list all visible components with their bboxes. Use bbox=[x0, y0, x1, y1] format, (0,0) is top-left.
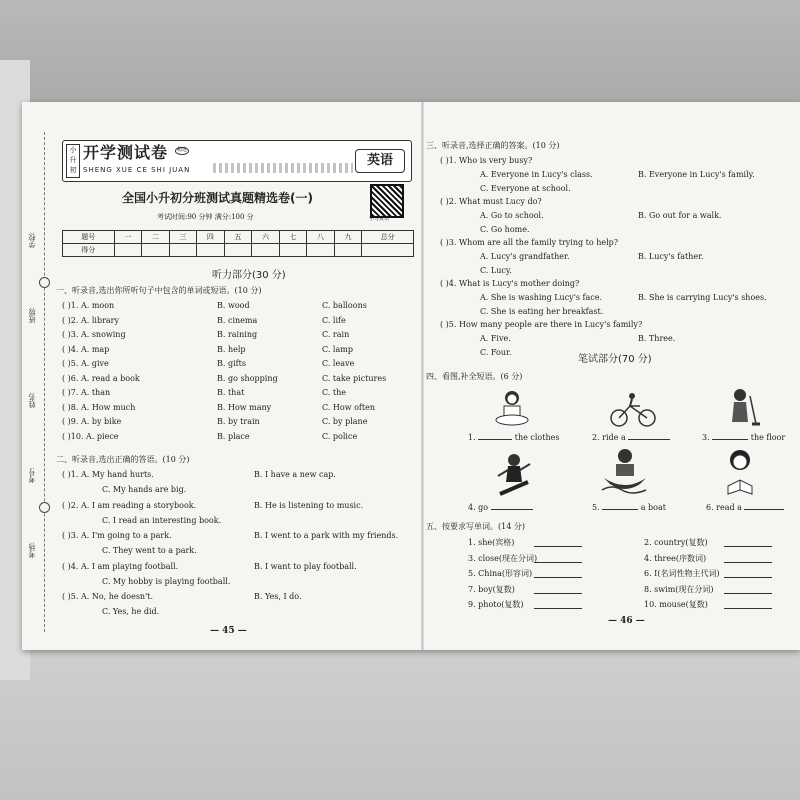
part1-option-c[interactable]: C. How often bbox=[322, 402, 375, 412]
part1-option-a[interactable]: ( )7. A. than bbox=[62, 388, 111, 397]
score-blank[interactable] bbox=[197, 244, 225, 257]
part5-instruction: 五、按要求写单词。(14 分) bbox=[426, 522, 525, 531]
part3-option-a[interactable]: A. Five. bbox=[480, 334, 511, 343]
word-task: 1. she(宾格) bbox=[468, 538, 515, 547]
part2-option-a[interactable]: ( )4. A. I am playing football. bbox=[62, 561, 179, 571]
part1-option-b[interactable]: B. place bbox=[217, 431, 250, 441]
part1-option-b[interactable]: B. that bbox=[217, 388, 245, 397]
part1-option-a[interactable]: ( )10. A. piece bbox=[62, 431, 119, 441]
banner-decoration bbox=[213, 163, 353, 173]
word-task: 2. country(复数) bbox=[644, 538, 708, 547]
score-cell: 题号 bbox=[63, 231, 115, 244]
part4-instruction: 四、看图,补全短语。(6 分) bbox=[426, 372, 523, 381]
page-number-right: — 46 — bbox=[608, 616, 645, 626]
part2-option-c[interactable]: C. They went to a park. bbox=[102, 546, 197, 555]
binding-hole bbox=[39, 502, 50, 513]
part1-option-a[interactable]: ( )5. A. give bbox=[62, 359, 109, 368]
picture-item-3: 3. the floor bbox=[702, 433, 786, 442]
part1-option-c[interactable]: C. rain bbox=[322, 330, 350, 339]
score-cell: 七 bbox=[279, 231, 307, 244]
girl-reading-book-picture bbox=[720, 448, 760, 496]
part2-option-c[interactable]: C. Yes, he did. bbox=[102, 607, 160, 616]
word-task: 5. China(形容词) bbox=[468, 569, 533, 578]
part1-option-a[interactable]: ( )2. A. library bbox=[62, 315, 119, 325]
score-blank[interactable] bbox=[142, 244, 170, 257]
binding-label-class: 班级: bbox=[28, 307, 36, 324]
part3-option-c[interactable]: C. Go home. bbox=[480, 225, 530, 234]
score-blank[interactable] bbox=[279, 244, 307, 257]
part1-option-b[interactable]: B. gifts bbox=[217, 359, 246, 368]
part2-option-a[interactable]: ( )5. A. No, he doesn't. bbox=[62, 592, 154, 601]
score-blank[interactable] bbox=[307, 244, 335, 257]
qr-code-icon bbox=[370, 184, 404, 218]
answer-blank[interactable] bbox=[478, 439, 512, 440]
binding-label-exam-room: 考场: bbox=[28, 542, 36, 559]
part2-option-a[interactable]: ( )1. A. My hand hurts. bbox=[62, 470, 154, 479]
part1-option-a[interactable]: ( )8. A. How much bbox=[62, 402, 136, 412]
answer-blank[interactable] bbox=[534, 562, 582, 563]
answer-blank[interactable] bbox=[724, 593, 772, 594]
part2-option-a[interactable]: ( )2. A. I am reading a storybook. bbox=[62, 500, 197, 510]
series-banner bbox=[62, 140, 412, 182]
score-table-header-row bbox=[63, 231, 414, 244]
boy-rowing-boat-picture bbox=[600, 448, 650, 496]
page-number-left: — 45 — bbox=[210, 626, 247, 636]
score-cell: 九 bbox=[334, 231, 362, 244]
exam-meta: 考试时间:90 分钟 满分:100 分 bbox=[157, 213, 254, 221]
score-cell: 八 bbox=[307, 231, 335, 244]
part3-question: ( )5. How many people are there in Lucy's family? bbox=[440, 320, 643, 329]
part1-option-c[interactable]: C. take pictures bbox=[322, 373, 387, 383]
binding-line bbox=[44, 132, 45, 632]
part3-option-a[interactable]: A. Everyone in Lucy's class. bbox=[480, 170, 593, 179]
part1-option-a[interactable]: ( )4. A. map bbox=[62, 344, 110, 354]
score-blank[interactable] bbox=[224, 244, 252, 257]
part3-option-b[interactable]: B. Three. bbox=[638, 334, 676, 343]
score-cell: 一 bbox=[114, 231, 142, 244]
part1-option-a[interactable]: ( )3. A. snowing bbox=[62, 330, 126, 339]
bicycle-picture bbox=[610, 392, 656, 428]
word-task: 7. boy(复数) bbox=[468, 584, 515, 594]
binding-label-school: 学校: bbox=[28, 232, 36, 249]
score-blank[interactable] bbox=[362, 244, 414, 257]
picture-item-5: 5. a boat bbox=[592, 503, 666, 512]
part3-option-b[interactable]: B. She is carrying Lucy's shoes. bbox=[638, 293, 767, 302]
background-table bbox=[0, 640, 800, 800]
girl-washing-clothes-picture bbox=[492, 388, 532, 428]
part1-option-c[interactable]: C. balloons bbox=[322, 301, 367, 310]
part2-option-b[interactable]: B. Yes, I do. bbox=[254, 592, 302, 601]
score-cell: 总分 bbox=[362, 231, 414, 244]
subject-label: 英语 bbox=[355, 149, 405, 173]
binding-label-name: 姓名: bbox=[28, 392, 36, 409]
picture-item-4: 4. go bbox=[468, 503, 533, 512]
part1-option-b[interactable]: B. by train bbox=[217, 417, 260, 426]
score-row-label: 得分 bbox=[63, 244, 115, 257]
exam-title: 全国小升初分班测试真题精选卷(一) bbox=[122, 191, 313, 205]
score-cell: 五 bbox=[224, 231, 252, 244]
part1-instruction: 一、听录音,选出你所听句子中包含的单词或短语。(10 分) bbox=[56, 286, 262, 295]
part1-option-c[interactable]: C. lamp bbox=[322, 344, 353, 354]
part3-option-b[interactable]: B. Lucy's father. bbox=[638, 252, 704, 261]
part3-option-b[interactable]: B. Everyone in Lucy's family. bbox=[638, 170, 755, 179]
picture-item-6: 6. read a bbox=[706, 503, 784, 512]
part3-question: ( )3. Whom are all the family trying to help? bbox=[440, 238, 619, 247]
part3-option-a[interactable]: A. Go to school. bbox=[480, 211, 544, 220]
part3-option-c[interactable]: C. Lucy. bbox=[480, 266, 512, 275]
part1-option-a[interactable]: ( )9. A. by bike bbox=[62, 417, 122, 426]
part3-question: ( )1. Who is very busy? bbox=[440, 156, 533, 165]
part3-option-c[interactable]: C. Everyone at school. bbox=[480, 184, 571, 193]
answer-blank[interactable] bbox=[712, 439, 748, 440]
answer-blank[interactable] bbox=[534, 608, 582, 609]
part2-option-c[interactable]: C. I read an interesting book. bbox=[102, 515, 222, 525]
score-blank[interactable] bbox=[334, 244, 362, 257]
series-tag: 精选 bbox=[177, 147, 188, 153]
part3-option-c[interactable]: C. Four. bbox=[480, 348, 512, 357]
answer-blank[interactable] bbox=[724, 562, 772, 563]
part1-option-b[interactable]: B. go shopping bbox=[217, 373, 278, 383]
score-table bbox=[62, 230, 414, 257]
girl-sweeping-floor-picture bbox=[726, 388, 760, 430]
part3-option-a[interactable]: A. Lucy's grandfather. bbox=[480, 252, 570, 261]
part1-option-c[interactable]: C. by plane bbox=[322, 417, 368, 426]
series-title: 开学测试卷 bbox=[83, 143, 169, 162]
score-cell: 六 bbox=[252, 231, 280, 244]
answer-blank[interactable] bbox=[724, 577, 772, 578]
score-blank[interactable] bbox=[252, 244, 280, 257]
part2-option-b[interactable]: B. I have a new cap. bbox=[254, 470, 336, 479]
part2-option-b[interactable]: B. He is listening to music. bbox=[254, 500, 364, 510]
word-task: 4. three(序数词) bbox=[644, 553, 707, 563]
listening-section-title: 听力部分(30 分) bbox=[212, 270, 286, 281]
writing-section-title: 笔试部分(70 分) bbox=[578, 354, 652, 365]
score-cell: 二 bbox=[142, 231, 170, 244]
answer-blank[interactable] bbox=[724, 608, 772, 609]
part1-option-c[interactable]: C. police bbox=[322, 431, 358, 441]
part1-option-b[interactable]: B. wood bbox=[217, 301, 250, 310]
part1-option-a[interactable]: ( )6. A. read a book bbox=[62, 373, 140, 383]
answer-blank[interactable] bbox=[491, 509, 533, 510]
binding-label-exam-number: 考号: bbox=[28, 467, 36, 484]
boy-skiing-picture bbox=[494, 452, 534, 500]
part1-option-b[interactable]: B. help bbox=[217, 344, 246, 354]
part2-option-b[interactable]: B. I went to a park with my friends. bbox=[254, 531, 399, 540]
answer-blank[interactable] bbox=[534, 577, 582, 578]
open-exam-booklet bbox=[22, 102, 800, 650]
qr-caption: 学习资讯 bbox=[369, 216, 390, 222]
picture-item-1: 1. the clothes bbox=[468, 433, 560, 442]
answer-blank[interactable] bbox=[534, 593, 582, 594]
score-blank[interactable] bbox=[169, 244, 197, 257]
score-blank[interactable] bbox=[114, 244, 142, 257]
series-subtitle: SHENG XUE CE SHI JUAN bbox=[83, 166, 191, 174]
left-page bbox=[22, 102, 420, 650]
part2-option-c[interactable]: C. My hobby is playing football. bbox=[102, 576, 231, 586]
part3-instruction: 三、听录音,选择正确的答案。(10 分) bbox=[426, 141, 560, 150]
part3-question: ( )4. What is Lucy's mother doing? bbox=[440, 279, 580, 288]
part1-option-b[interactable]: B. raining bbox=[217, 330, 258, 339]
part1-option-b[interactable]: B. cinema bbox=[217, 315, 258, 325]
score-cell: 四 bbox=[197, 231, 225, 244]
part3-option-c[interactable]: C. She is eating her breakfast. bbox=[480, 307, 604, 316]
part3-option-a[interactable]: A. She is washing Lucy's face. bbox=[480, 293, 603, 302]
part3-option-b[interactable]: B. Go out for a walk. bbox=[638, 211, 722, 220]
word-task: 8. swim(现在分词) bbox=[644, 584, 714, 594]
part2-instruction: 二、听录音,选出正确的答语。(10 分) bbox=[56, 455, 190, 464]
answer-blank[interactable] bbox=[534, 546, 582, 547]
part1-option-c[interactable]: C. the bbox=[322, 388, 347, 397]
right-page bbox=[424, 102, 800, 650]
word-task: 6. I(名词性物主代词) bbox=[644, 569, 720, 578]
answer-blank[interactable] bbox=[724, 546, 772, 547]
part1-option-c[interactable]: C. life bbox=[322, 315, 346, 325]
word-task: 3. close(现在分词) bbox=[468, 553, 538, 563]
series-mark: 小升初 bbox=[66, 144, 80, 178]
part1-option-b[interactable]: B. How many bbox=[217, 402, 272, 412]
part2-option-b[interactable]: B. I want to play football. bbox=[254, 561, 357, 571]
binding-hole bbox=[39, 277, 50, 288]
picture-item-2: 2. ride a bbox=[592, 433, 670, 442]
answer-blank[interactable] bbox=[628, 439, 670, 440]
part1-option-a[interactable]: ( )1. A. moon bbox=[62, 301, 115, 310]
part2-option-c[interactable]: C. My hands are big. bbox=[102, 485, 187, 494]
score-cell: 三 bbox=[169, 231, 197, 244]
word-task: 10. mouse(复数) bbox=[644, 600, 708, 609]
score-table-score-row bbox=[63, 244, 414, 257]
answer-blank[interactable] bbox=[602, 509, 638, 510]
answer-blank[interactable] bbox=[744, 509, 784, 510]
part1-option-c[interactable]: C. leave bbox=[322, 359, 355, 368]
part3-question: ( )2. What must Lucy do? bbox=[440, 197, 542, 206]
word-task: 9. photo(复数) bbox=[468, 600, 524, 609]
part2-option-a[interactable]: ( )3. A. I'm going to a park. bbox=[62, 531, 172, 540]
